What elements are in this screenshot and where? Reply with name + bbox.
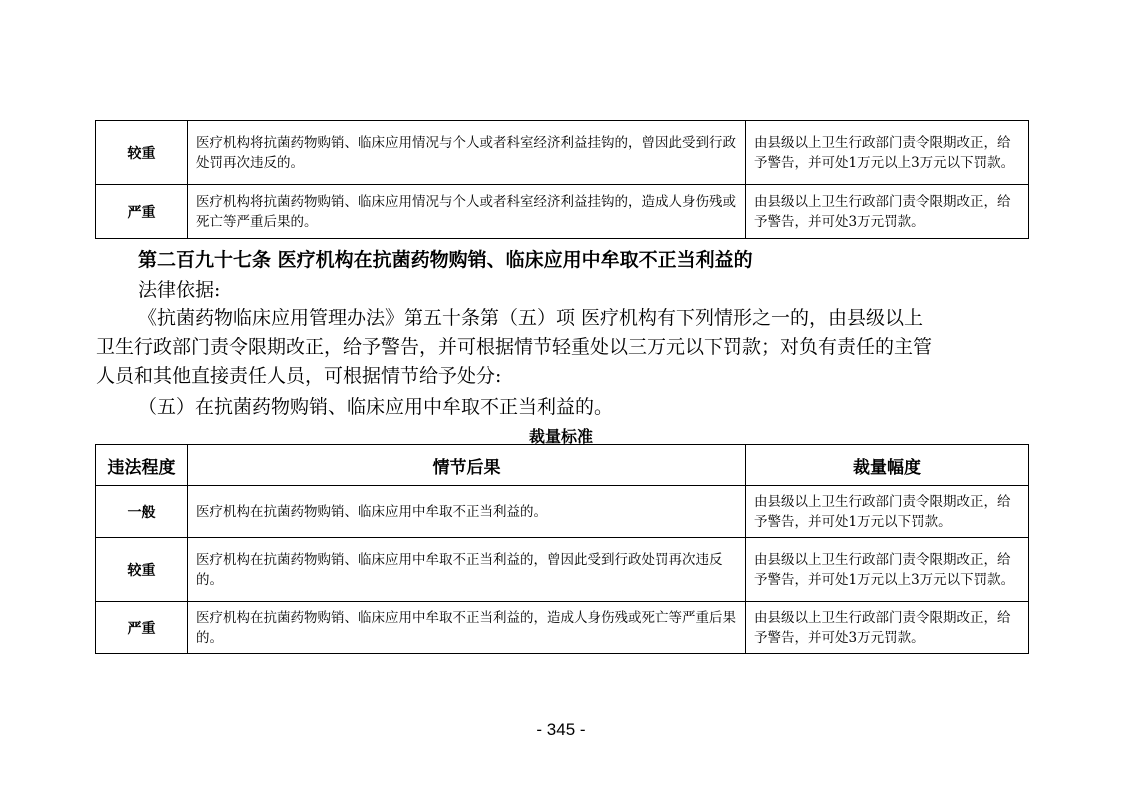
header-degree: 违法程度: [96, 445, 188, 486]
table-row: [96, 486, 1029, 538]
circumstance-cell: 医疗机构将抗菌药物购销、临床应用情况与个人或者科室经济利益挂钩的，造成人身伤残或死亡等严重后果的。: [188, 185, 746, 239]
degree-cell: 较重: [96, 538, 188, 602]
header-penalty: 裁量幅度: [746, 445, 1029, 486]
degree-cell: 严重: [96, 602, 188, 654]
penalty-cell: 由县级以上卫生行政部门责令限期改正，给予警告，并可处3万元罚款。: [746, 185, 1029, 239]
legal-basis-label: 法律依据:: [138, 279, 221, 301]
penalty-cell: 由县级以上卫生行政部门责令限期改正，给予警告，并可处1万元以上3万元以下罚款。: [746, 538, 1029, 602]
header-circumstance: 情节后果: [188, 445, 746, 486]
basis-item-five: （五）在抗菌药物购销、临床应用中牟取不正当利益的。: [138, 396, 614, 418]
table-row: [96, 602, 1029, 654]
discretion-standard-title: 裁量标准: [528, 427, 593, 446]
penalty-cell: 由县级以上卫生行政部门责令限期改正，给予警告，并可处1万元以上3万元以下罚款。: [746, 121, 1029, 185]
basis-paragraph-line: 卫生行政部门责令限期改正，给予警告，并可根据情节轻重处以三万元以下罚款；对负有责任的主管: [96, 336, 933, 358]
continued-discretion-table: [95, 120, 1029, 239]
penalty-cell: 由县级以上卫生行政部门责令限期改正，给予警告，并可处1万元以下罚款。: [746, 486, 1029, 538]
degree-cell: 较重: [96, 121, 188, 185]
table-header-row: [96, 445, 1029, 486]
degree-cell: 一般: [96, 486, 188, 538]
degree-cell: 严重: [96, 185, 188, 239]
circumstance-cell: 医疗机构将抗菌药物购销、临床应用情况与个人或者科室经济利益挂钩的，曾因此受到行政处罚再次违反的。: [188, 121, 746, 185]
penalty-cell: 由县级以上卫生行政部门责令限期改正，给予警告，并可处3万元罚款。: [746, 602, 1029, 654]
circumstance-cell: 医疗机构在抗菌药物购销、临床应用中牟取不正当利益的，曾因此受到行政处罚再次违反的。: [188, 538, 746, 602]
article-heading: 第二百九十七条 医疗机构在抗菌药物购销、临床应用中牟取不正当利益的: [138, 249, 753, 271]
page-number: - 345 -: [536, 720, 586, 739]
table-row: [96, 538, 1029, 602]
circumstance-cell: 医疗机构在抗菌药物购销、临床应用中牟取不正当利益的，造成人身伤残或死亡等严重后果的。: [188, 602, 746, 654]
table-row: [96, 185, 1029, 239]
circumstance-cell: 医疗机构在抗菌药物购销、临床应用中牟取不正当利益的。: [188, 486, 746, 538]
discretion-standard-table: [95, 444, 1029, 654]
table-row: [96, 121, 1029, 185]
basis-paragraph-line: 《抗菌药物临床应用管理办法》第五十条第（五）项 医疗机构有下列情形之一的，由县级以上: [138, 307, 924, 329]
basis-paragraph-line: 人员和其他直接责任人员，可根据情节给予处分:: [96, 365, 502, 387]
